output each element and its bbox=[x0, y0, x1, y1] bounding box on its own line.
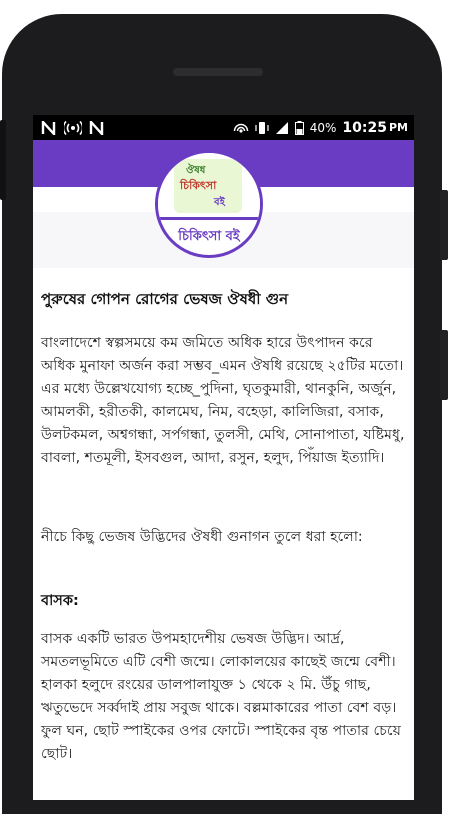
power-button bbox=[440, 190, 448, 260]
article-paragraph-1: বাংলাদেশে স্বল্পসময়ে কম জমিতে অধিক হারে উৎপাদন করে অধিক মুনাফা অর্জন করা সম্ভব_এমন ঔষধি রয়েছে ২৫টির মতো। এর মধ্যে উল্লেখযোগ্য হচ্ছে_পুদিনা, ঘৃতকুমারী, থানকুনি, অর্জুন, আমলকী, হরীতকী, কালমেঘ, নিম, বহেড়া, কালিজিরা, বসাক, উলটকমল, অশ্বগন্ধা, সর্পগন্ধা, তুলসী, মেথি, সোনাপাতা, যষ্টিমধু, বাবলা, শতমূলী, ইসবগুল, আদা, রসুন, হলুদ, পিঁয়াজ ইত্যাদি। bbox=[41, 335, 405, 466]
battery-icon bbox=[295, 121, 304, 135]
logo-image-area bbox=[158, 153, 260, 220]
vibrate-icon bbox=[255, 121, 269, 135]
article-paragraph-3: বাসক একটি ভারত উপমহাদেশীয় ভেষজ উদ্ভিদ। আর্দ্র, সমতলভূমিতে এটি বেশী জন্মে। লোকালয়ের কাছেই জন্মে বেশী। হালকা হলুদে রংয়ের ডালপালাযুক্ত ১ থেকে ২ মি. উঁচু গাছ, ঋতুভেদে সর্ব্বদাই প্রায় সবুজ থাকে। বল্লমাকারের পাতা বেশ বড়। ফুল ঘন, ছোট স্পাইকের ওপর ফোটে। স্পাইকের বৃন্ত পাতার চেয়ে ছোট। bbox=[41, 631, 401, 762]
hotspot-icon bbox=[64, 121, 82, 135]
article-subheading: বাসক: bbox=[41, 593, 79, 609]
article-paragraph-2: নীচে কিছু ভেজষ উদ্ভিদের ঔষধী গুনাগন তুলে ধরা হলো: bbox=[41, 529, 363, 545]
article-content bbox=[33, 268, 414, 800]
screen bbox=[33, 115, 414, 800]
logo-caption: চিকিৎসা বই bbox=[178, 229, 240, 244]
logo-divider bbox=[158, 217, 260, 220]
cellular-signal-icon bbox=[275, 121, 289, 135]
status-bar bbox=[33, 115, 414, 140]
app-logo[interactable] bbox=[155, 150, 263, 258]
volume-button bbox=[0, 120, 6, 200]
phone-speaker bbox=[173, 68, 263, 76]
hotspot-signal-icon bbox=[233, 121, 249, 135]
logo-word-1: ঔষধ bbox=[186, 165, 206, 176]
clock-time: 10:25 bbox=[342, 119, 387, 136]
logo-word-2: চিকিৎসা bbox=[180, 179, 217, 192]
logo-word-3: বই bbox=[214, 197, 225, 208]
battery-percent: 40% bbox=[309, 120, 337, 135]
n-notification-icon bbox=[41, 121, 57, 135]
side-button bbox=[440, 330, 448, 400]
app-header bbox=[33, 140, 414, 268]
clock-suffix: PM bbox=[388, 121, 408, 134]
article-title: পুরুষের গোপন রোগের ভেষজ ঔষধী গুন bbox=[41, 290, 289, 308]
n-notification-icon bbox=[89, 121, 105, 135]
